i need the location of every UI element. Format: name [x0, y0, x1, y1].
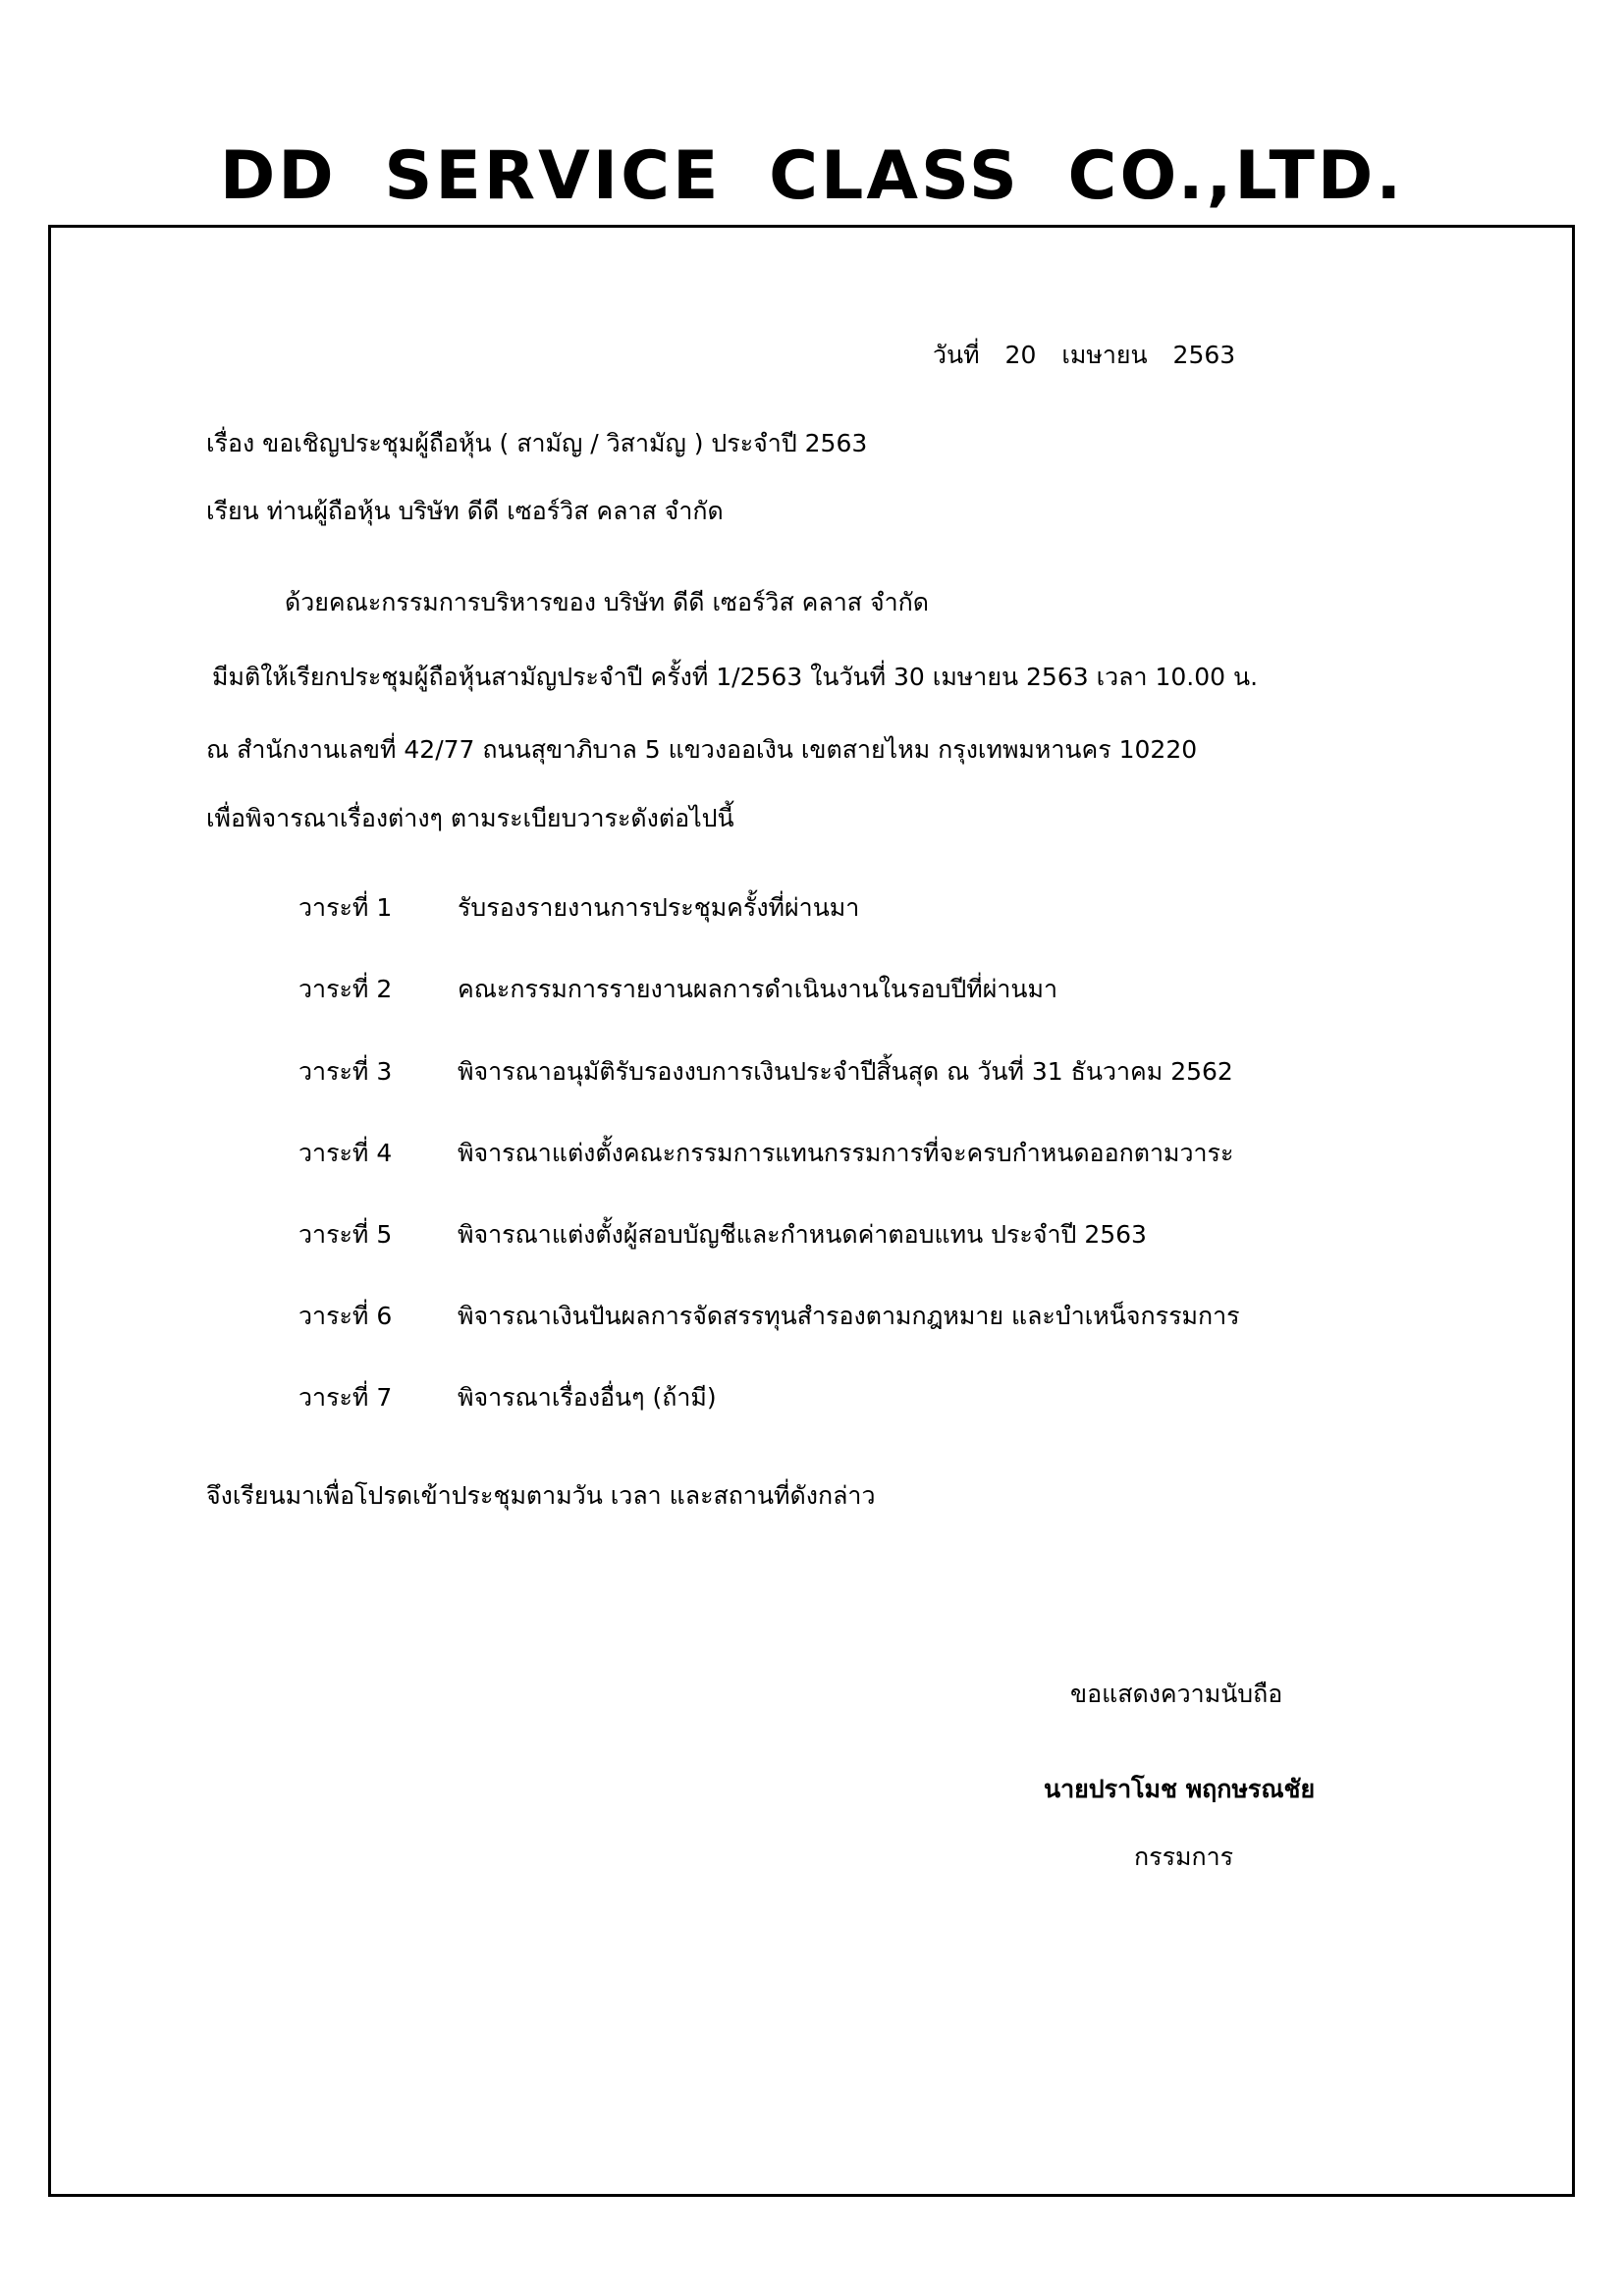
agenda-text: รับรองรายงานการประชุมครั้งที่ผ่านมา	[458, 893, 860, 922]
agenda-item	[298, 1054, 1233, 1090]
company-name: DD SERVICE CLASS CO.,LTD.	[219, 137, 1405, 215]
body-line-4: เพื่อพิจารณาเรื่องต่างๆ ตามระเบียบวาระดังต่อไปนี้	[206, 804, 734, 832]
letter-recipient: เรียน ท่านผู้ถือหุ้น บริษัท ดีดี เซอร์วิส คลาส จำกัด	[206, 497, 724, 525]
body-line-3: ณ สำนักงานเลขที่ 42/77 ถนนสุขาภิบาล 5 แขวงออเงิน เขตสายไหม กรุงเทพมหานคร 10220	[206, 735, 1198, 764]
signer-name: นายปราโมช พฤกษรณชัย	[1044, 1775, 1316, 1803]
agenda-text: พิจารณาเรื่องอื่นๆ (ถ้ามี)	[458, 1383, 717, 1412]
agenda-number: วาระที่ 5	[298, 1220, 393, 1249]
agenda-item	[298, 890, 859, 926]
agenda-number: วาระที่ 3	[298, 1057, 393, 1086]
agenda-number: วาระที่ 6	[298, 1302, 393, 1330]
agenda-text: พิจารณาแต่งตั้งผู้สอบบัญชีและกำหนดค่าตอบแทน ประจำปี 2563	[458, 1220, 1147, 1249]
agenda-text: พิจารณาอนุมัติรับรองงบการเงินประจำปีสิ้นสุด ณ วันที่ 31 ธันวาคม 2562	[458, 1057, 1233, 1086]
agenda-item	[298, 1217, 1147, 1253]
agenda-item	[298, 972, 1057, 1007]
agenda-item	[298, 1299, 1240, 1334]
agenda-text: คณะกรรมการรายงานผลการดำเนินงานในรอบปีที่ผ่านมา	[458, 975, 1058, 1003]
agenda-number: วาระที่ 2	[298, 975, 393, 1003]
body-line-1: ด้วยคณะกรรมการบริหารของ บริษัท ดีดี เซอร์วิส คลาส จำกัด	[285, 588, 930, 616]
agenda-text: พิจารณาเงินปันผลการจัดสรรทุนสำรองตามกฎหมาย และบำเหน็จกรรมการ	[458, 1302, 1240, 1330]
signer-title: กรรมการ	[1134, 1842, 1234, 1871]
agenda-number: วาระที่ 1	[298, 893, 393, 922]
agenda-number: วาระที่ 4	[298, 1139, 393, 1167]
agenda-text: พิจารณาแต่งตั้งคณะกรรมการแทนกรรมการที่จะครบกำหนดออกตามวาระ	[458, 1139, 1234, 1167]
agenda-item	[298, 1136, 1233, 1171]
body-line-2: มีมติให้เรียกประชุมผู้ถือหุ้นสามัญประจำปี ครั้งที่ 1/2563 ในวันที่ 30 เมษายน 2563 เวลา 10.00 น.	[212, 663, 1259, 691]
closing-line: จึงเรียนมาเพื่อโปรดเข้าประชุมตามวัน เวลา และสถานที่ดังกล่าว	[206, 1481, 876, 1510]
letter-subject: เรื่อง ขอเชิญประชุมผู้ถือหุ้น ( สามัญ / วิสามัญ ) ประจำปี 2563	[206, 429, 868, 457]
salutation: ขอแสดงความนับถือ	[1070, 1680, 1283, 1708]
agenda-number: วาระที่ 7	[298, 1383, 393, 1412]
letter-date: วันที่ 20 เมษายน 2563	[933, 341, 1236, 369]
agenda-item	[298, 1380, 717, 1415]
